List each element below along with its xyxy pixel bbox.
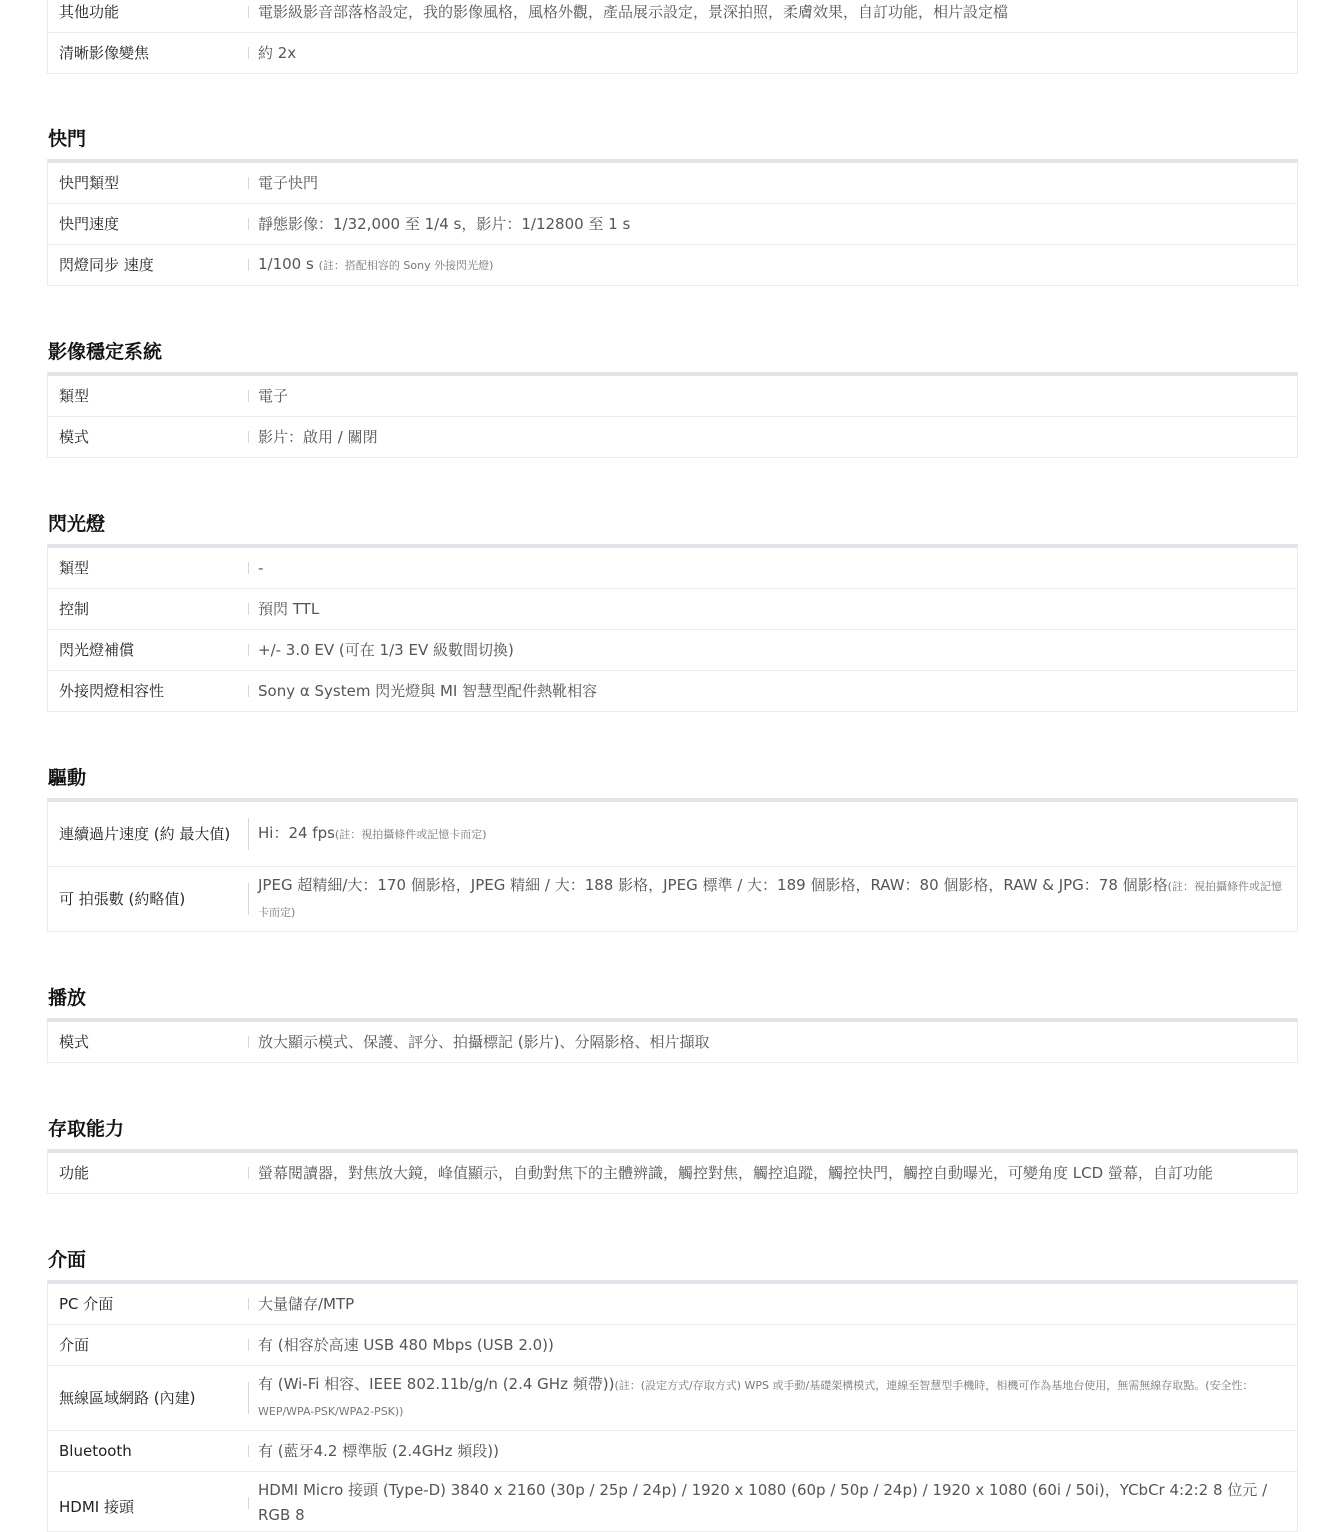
spec-row <box>48 671 1297 712</box>
spec-label: 快門速度 <box>59 214 120 233</box>
spec-row <box>48 1472 1297 1532</box>
spec-row <box>48 163 1297 204</box>
spec-row <box>48 548 1297 589</box>
spec-label: 無線區域網路 (內建) <box>59 1388 196 1407</box>
spec-value: 放大顯示模式、保護、評分、拍攝標記 (影片)、分隔影格、相片擷取 <box>248 1030 1297 1055</box>
spec-label: 閃光燈補償 <box>59 640 135 659</box>
spec-row <box>48 1366 1297 1431</box>
spec-label: 快門類型 <box>59 173 120 192</box>
spec-value: 有 (相容於高速 USB 480 Mbps (USB 2.0)) <box>248 1333 1297 1358</box>
spec-value <box>248 821 1297 847</box>
spec-row <box>48 204 1297 245</box>
section-title: 介面 <box>48 1249 87 1271</box>
spec-label: 清晰影像變焦 <box>59 43 150 62</box>
spec-row <box>48 802 1297 867</box>
spec-table <box>47 0 1298 74</box>
section-title: 快門 <box>48 128 87 150</box>
spec-table <box>47 1018 1298 1063</box>
spec-note: (註：視拍攝條件或記憶卡而定) <box>258 880 1282 919</box>
spec-row <box>48 1153 1297 1194</box>
spec-label: 可 拍張數 (約略值) <box>59 889 186 908</box>
spec-note: (註：視拍攝條件或記憶卡而定) <box>334 828 487 841</box>
spec-value: 影片：啟用 / 關閉 <box>248 425 1297 450</box>
spec-row <box>48 245 1297 286</box>
spec-label: 類型 <box>59 558 90 577</box>
spec-row <box>48 0 1297 33</box>
spec-label: 模式 <box>59 427 90 446</box>
spec-value-text: JPEG 超精細/大：170 個影格，JPEG 精細 / 大：188 影格，JPEG 標準 / 大：189 個影格，RAW：80 個影格，RAW & JPG：78 個影格 <box>258 876 1168 894</box>
spec-value: HDMI Micro 接頭 (Type-D) 3840 x 2160 (30p / 25p / 24p) / 1920 x 1080 (60p / 50p / 24p) / 1920 x 1080 (60i / 50i)，YCbCr 4:2:2 8 位元 / RGB 8 <box>248 1478 1297 1528</box>
spec-row <box>48 1325 1297 1366</box>
spec-value: 預閃 TTL <box>248 597 1297 622</box>
spec-table <box>47 798 1298 932</box>
spec-value: 有 (藍牙4.2 標準版 (2.4GHz 頻段)) <box>248 1439 1297 1464</box>
spec-value: 電子 <box>248 384 1297 409</box>
spec-label: 閃燈同步 速度 <box>59 255 154 274</box>
spec-value <box>248 252 1297 278</box>
spec-label: 連續過片速度 (約 最大值) <box>59 824 231 843</box>
spec-row <box>48 867 1297 932</box>
spec-table <box>47 1149 1298 1194</box>
spec-value <box>248 873 1297 925</box>
section-title: 驅動 <box>48 767 87 789</box>
section-title: 影像穩定系統 <box>48 341 163 363</box>
spec-value: 電影級影音部落格設定，我的影像風格，風格外觀，產品展示設定，景深拍照，柔膚效果，自訂功能，相片設定檔 <box>248 0 1297 25</box>
spec-table <box>47 159 1298 286</box>
spec-label: PC 介面 <box>59 1294 114 1313</box>
spec-label: HDMI 接頭 <box>59 1498 134 1516</box>
spec-value: Sony α System 閃光燈與 MI 智慧型配件熱靴相容 <box>248 679 1297 704</box>
spec-value: 大量儲存/MTP <box>248 1292 1297 1317</box>
spec-table <box>47 1280 1298 1532</box>
spec-table <box>47 372 1298 458</box>
spec-label: 模式 <box>59 1032 90 1051</box>
spec-value-text: 1/100 s <box>258 255 314 273</box>
spec-value-text: 有 (Wi-Fi 相容、IEEE 802.11b/g/n (2.4 GHz 頻帶)) <box>258 1375 615 1393</box>
spec-value-text: Hi：24 fps <box>258 824 335 842</box>
spec-label: 類型 <box>59 386 90 405</box>
section-title: 閃光燈 <box>48 513 106 535</box>
spec-row <box>48 1284 1297 1325</box>
spec-value: 螢幕閱讀器，對焦放大鏡，峰值顯示，自動對焦下的主體辨識，觸控對焦，觸控追蹤，觸控快門，觸控自動曝光，可變角度 LCD 螢幕，自訂功能 <box>248 1161 1297 1186</box>
spec-note: (註：(設定方式/存取方式) WPS 或手動/基礎架構模式，連線至智慧型手機時，相機可作為基地台使用，無需無線存取點。(安全性： WEP/WPA-PSK/WPA2-PSK)) <box>258 1379 1254 1418</box>
spec-row <box>48 33 1297 74</box>
spec-value: 約 2x <box>248 41 1297 66</box>
section-title: 存取能力 <box>48 1118 125 1140</box>
spec-label: 控制 <box>59 599 90 618</box>
spec-row <box>48 1022 1297 1063</box>
spec-note: (註：搭配相容的 Sony 外接閃光燈) <box>318 259 494 272</box>
spec-label: Bluetooth <box>59 1441 132 1460</box>
spec-label: 其他功能 <box>59 2 120 21</box>
spec-row <box>48 630 1297 671</box>
spec-row <box>48 376 1297 417</box>
spec-value: - <box>248 556 1297 581</box>
spec-row <box>48 417 1297 458</box>
spec-label: 外接閃燈相容性 <box>59 681 165 700</box>
spec-row <box>48 589 1297 630</box>
spec-table <box>47 544 1298 712</box>
spec-row <box>48 1431 1297 1472</box>
spec-value <box>248 1372 1297 1424</box>
spec-label: 功能 <box>59 1163 90 1182</box>
spec-value: 靜態影像：1/32,000 至 1/4 s，影片：1/12800 至 1 s <box>248 212 1297 237</box>
section-title: 播放 <box>48 987 87 1009</box>
spec-label: 介面 <box>59 1335 90 1354</box>
spec-value: 電子快門 <box>248 171 1297 196</box>
spec-value: +/- 3.0 EV (可在 1/3 EV 級數間切換) <box>248 638 1297 663</box>
